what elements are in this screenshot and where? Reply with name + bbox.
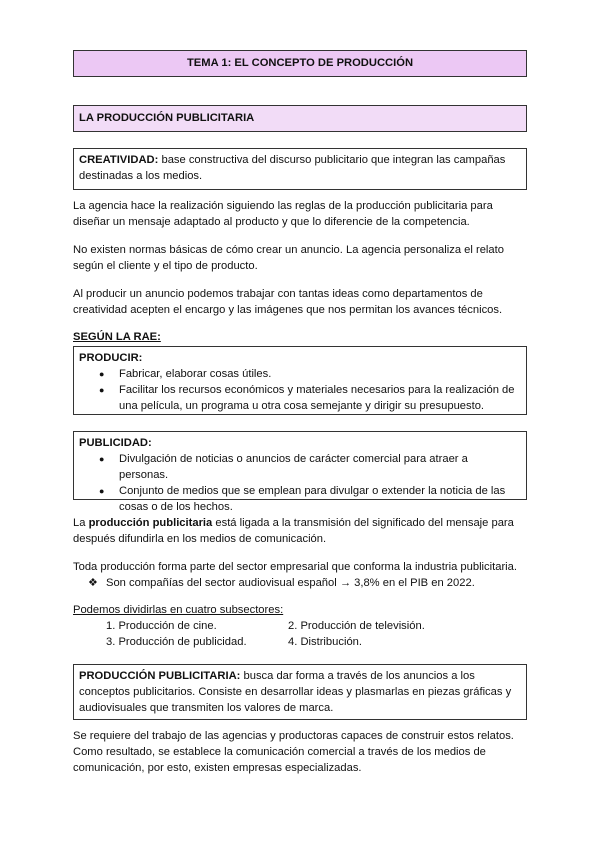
diamond-bullet-item xyxy=(88,575,475,591)
list-item: ● Facilitar los recursos económicos y materiales necesarios para la realización de una película, un programa u otra cosa semejante y dirigir su presupuesto. xyxy=(99,382,518,414)
subsector-item: 4. Distribución. xyxy=(288,636,362,648)
text-pre: La xyxy=(73,517,89,529)
publicidad-definition-box xyxy=(73,431,527,513)
section-heading: LA PRODUCCIÓN PUBLICITARIA xyxy=(73,105,527,132)
produccion-publicitaria-definition-box xyxy=(73,664,527,720)
prod-pub-term: PRODUCCIÓN PUBLICITARIA: xyxy=(79,670,241,682)
list-item: ● Divulgación de noticias o anuncios de carácter comercial para atraer a personas. xyxy=(99,451,518,483)
producir-term: PRODUCIR: xyxy=(79,352,143,364)
subsector-item: 2. Producción de televisión. xyxy=(288,620,425,632)
text-post: está ligada a la transmisión del significado del mensaje para después difundirla en los medios de comunicación. xyxy=(73,517,514,545)
paragraph-produccion-publicitaria xyxy=(73,515,529,547)
creatividad-term: CREATIVIDAD: xyxy=(79,154,159,166)
subsector-item: 1. Producción de cine. xyxy=(106,620,217,632)
rae-heading: SEGÚN LA RAE: xyxy=(73,331,161,343)
publicidad-list xyxy=(79,451,518,515)
subsector-item: 3. Producción de publicidad. xyxy=(106,636,247,648)
subsectors-heading: Podemos dividirlas en cuatro subsectores: xyxy=(73,604,284,616)
producir-list xyxy=(79,366,518,414)
page-title: TEMA 1: EL CONCEPTO DE PRODUCCIÓN xyxy=(73,50,527,77)
creatividad-text: base constructiva del discurso publicitario que integran las campañas destinadas a los medios. xyxy=(79,154,506,182)
paragraph-agencia: La agencia hace la realización siguiendo las reglas de la producción publicitaria para diseñar un mensaje adaptado al producto y que lo diferencie de la competencia. xyxy=(73,200,493,228)
paragraph-industria: Toda producción forma parte del sector empresarial que conforma la industria publicitaria. xyxy=(73,561,517,573)
paragraph-closing: Se requiere del trabajo de las agencias y productoras capaces de construir estos relatos. Como resultado, se establece la comunicación comercial a través de los medios de comunicación, por esto, existen empresas especializadas. xyxy=(73,730,514,774)
text-bold: producción publicitaria xyxy=(88,517,213,529)
prod-pub-text: busca dar forma a través de los anuncios a los conceptos publicitarios. Consiste en desarrollar ideas y plasmarlas en piezas gráficas y audiovisuales que transmiten los valores de marca. xyxy=(79,670,512,714)
publicidad-term: PUBLICIDAD: xyxy=(79,437,152,449)
paragraph-producir-anuncio: Al producir un anuncio podemos trabajar con tantas ideas como departamentos de creatividad acepten el encargo y las imágenes que nos permitan los avances técnicos. xyxy=(73,288,503,316)
creatividad-definition-box xyxy=(73,148,527,190)
diamond-bullet-icon: ❖ xyxy=(88,577,99,589)
producir-definition-box xyxy=(73,346,527,415)
paragraph-normas: No existen normas básicas de cómo crear un anuncio. La agencia personaliza el relato según el cliente y el tipo de producto. xyxy=(73,244,504,272)
list-item: ● Fabricar, elaborar cosas útiles. xyxy=(99,366,518,382)
list-item: ● Conjunto de medios que se emplean para divulgar o extender la noticia de las cosas o de los hechos. xyxy=(99,483,518,515)
companias-text: Son compañías del sector audiovisual español → 3,8% en el PIB en 2022. xyxy=(106,577,475,589)
